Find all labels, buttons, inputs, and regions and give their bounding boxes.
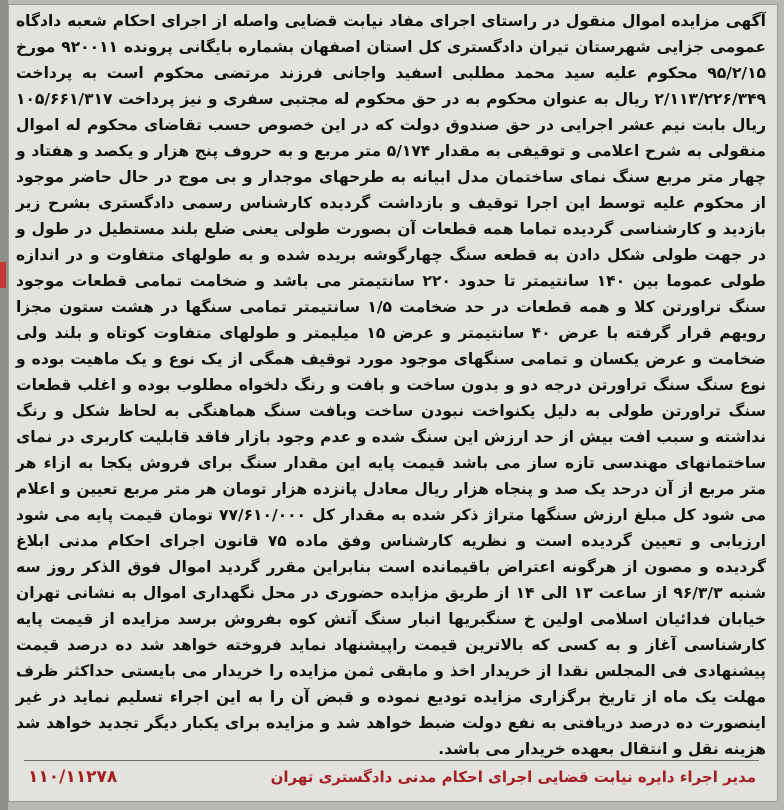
issuing-authority: مدیر اجراء دایره نیابت قضایی اجرای احکام مدنی دادگستری تهران (270, 768, 756, 786)
notice-code: ۱۱۰/۱۱۲۷۸ (28, 767, 118, 787)
red-margin-mark (0, 262, 6, 288)
scan-left-edge (0, 0, 8, 810)
footer-divider (24, 760, 759, 761)
auction-notice-body: آگهی مزایده اموال منقول در راستای اجرای مفاد نیابت قضایی واصله از اجرای احکام شعبه دادگاه عمومی جزایی شهرستان تیران دادگستری کل استان اصفهان بشماره بایگانی پرونده ۹۲۰۰۱۱ مورخ ۹۵/۲/۱۵ محکوم علیه سید محمد مطلبی اسفید واجانی فرزند مرتضی محکوم است به پرداخت ۲/۱۱۳/۲۲۶/۳۴۹ ریال به عنوان محکوم به در حق محکوم له مجتبی سفری و نیز پرداخت ۱۰۵/۶۶۱/۳۱۷ ریال بابت نیم عشر اجرایی در حق صندوق دولت که در این خصوص حسب تقاضای محکوم له اموال منقولی به شرح اعلامی و توقیفی به مقدار ۵/۱۷۴ متر مربع و به حروف پنج هزار و یکصد و هفتاد و چهار متر مربع سنگ نمای ساختمان مدل ابیانه به طرحهای موجدار و بی موج در حال حاضر موجود از محکوم علیه توسط این اجرا توقیف و بازداشت گردیده کارشناس رسمی دادگستری بشرح زیر بازدید و کارشناسی گردیده تماما همه قطعات آن بصورت طولی یعنی ضلع بلند مستطیل در طول و در جهت طولی شکل دادن به قطعه سنگ چهارگوشه بریده شده و به طولهای متفاوت و در اندازه طولی عموما بین ۱۴۰ سانتیمتر تا حدود ۲۲۰ سانتیمتر می باشد و ضخامت تمامی قطعات موجود سنگ تراورتن کلا و همه قطعات در حد ضخامت ۱/۵ سانتیمتر تمامی سنگها در هشت ستون مجزا رویهم قرار گرفته با عرض ۴۰ سانتیمتر و عرض ۱۵ میلیمتر و طولهای متفاوت کوتاه و بلند ولی ضخامت و عرض یکسان و تمامی سنگهای موجود مورد توقیف همگی از یک نوع و یک ماهیت بوده و نوع سنگ سنگ تراورتن درجه دو و بدون ساخت و بافت و رنگ دلخواه مطلوب بوده و اغلب قطعات سنگ تراورتن طولی به دلیل یکنواخت نبودن ساخت وبافت سنگ هماهنگی به لحاظ شکل و رنگ نداشته و سبب افت بیش از حد ارزش این سنگ شده و عدم وجود بازار فاقد قابلیت کاربری در نمای ساختمانهای مهندسی تازه ساز می باشد قیمت پایه این مقدار سنگ برای فروش یکجا به ازاء هر متر مربع از آن درحد یک صد و پنجاه هزار ریال معادل پانزده هزار تومان هر متر مربع تعیین و اعلام می شود کل مبلغ ارزش سنگها متراژ ذکر شده به مقدار کل ۷۷/۶۱۰/۰۰۰ تومان قیمت پایه می شود ارزیابی و تعیین گردیده است و نظریه کارشناس وفق ماده ۷۵ قانون اجرای احکام مدنی ابلاغ گردیده و مصون از هرگونه اعتراض باقیمانده است بنابراین مقرر گردید اموال فوق الذکر روز سه شنبه ۹۶/۳/۳ از ساعت ۱۳ الی ۱۴ از طریق مزایده حضوری در محل نگهداری اموال به نشانی تهران خیابان فدائیان اسلامی اولین خ سنگبریها انبار سنگ آتش کوه بفروش برسد مزایده از قیمت پایه کارشناسی آغاز و به کسی که بالاترین قیمت راپیشنهاد نماید فروخته خواهد شد ده درصد قیمت پیشنهادی فی المجلس نقدا از خریدار اخذ و مابقی ثمن مزایده را خریدار می بایستی حداکثر ظرف مهلت یک ماه از تاریخ برگزاری مزایده تودیع نموده و قبض آن را به این اجراء تسلیم نماید در غیر اینصورت ده درصد دریافتی به نفع دولت ضبط خواهد شد و مزایده برای یکبار دیگر تجدید خواهد شد هزینه نقل و انتقال بعهده خریدار می باشد. (16, 12, 767, 758)
